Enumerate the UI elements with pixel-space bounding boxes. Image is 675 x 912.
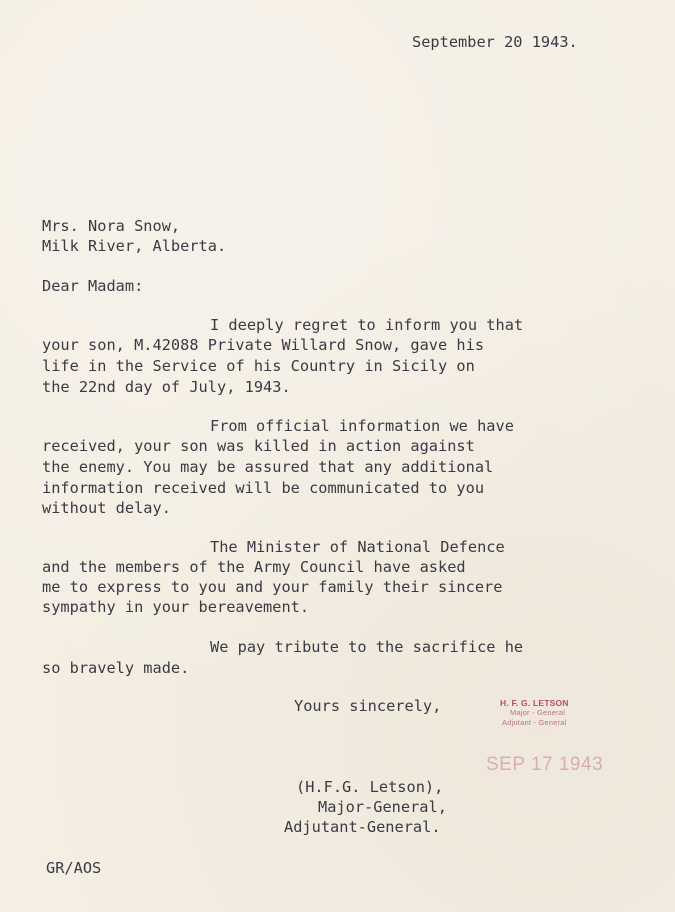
paragraph-2-line: information received will be communicated to you: [42, 479, 485, 497]
signature-stamp: [500, 698, 610, 728]
paragraph-2-line: without delay.: [42, 499, 171, 517]
paragraph-3-line: sympathy in your bereavement.: [42, 598, 310, 616]
signature-name: (H.F.G. Letson),: [296, 778, 444, 796]
paragraph-3-line: and the members of the Army Council have asked: [42, 558, 466, 576]
reference-code: GR/AOS: [46, 859, 102, 877]
paragraph-1-line: the 22nd day of July, 1943.: [42, 378, 291, 396]
paragraph-1-line: life in the Service of his Country in Sicily on: [42, 357, 475, 375]
recipient-address: Milk River, Alberta.: [42, 237, 227, 255]
letter-date: September 20 1943.: [412, 33, 578, 51]
paragraph-2-line: the enemy. You may be assured that any additional: [42, 458, 494, 476]
paragraph-1-line: I deeply regret to inform you that: [210, 316, 524, 334]
paragraph-1-line: your son, M.42088 Private Willard Snow, gave his: [42, 336, 485, 354]
paragraph-4-line: We pay tribute to the sacrifice he: [210, 638, 524, 656]
paragraph-2-line: From official information we have: [210, 417, 514, 435]
closing: Yours sincerely,: [294, 697, 442, 715]
received-date-stamp: SEP 17 1943: [486, 754, 604, 775]
paragraph-2-line: received, your son was killed in action against: [42, 437, 475, 455]
signature-rank: Major-General,: [318, 798, 447, 816]
stamp-title-text: Adjutant - General: [502, 718, 567, 727]
paragraph-3-line: me to express to you and your family their sincere: [42, 578, 503, 596]
salutation: Dear Madam:: [42, 277, 144, 295]
signature-title: Adjutant-General.: [284, 818, 441, 836]
stamp-rank-text: Major - General: [510, 708, 566, 717]
paragraph-4-line: so bravely made.: [42, 659, 190, 677]
recipient-name: Mrs. Nora Snow,: [42, 217, 181, 235]
paragraph-3-line: The Minister of National Defence: [210, 538, 505, 556]
stamp-name-text: H. F. G. LETSON: [500, 698, 569, 708]
